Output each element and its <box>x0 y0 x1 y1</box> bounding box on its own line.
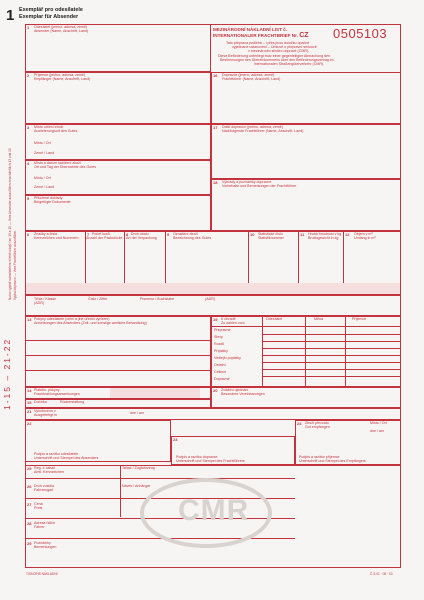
charges-row-line <box>262 348 401 349</box>
header-note-3: v mezinárodní silniční dopravě (CMR). <box>248 49 310 53</box>
field-25-number: 25 <box>27 466 32 471</box>
field-28-number: 28 <box>27 521 32 526</box>
charges-row-label: Příplatky <box>214 349 228 353</box>
field-4-city-label: Místo / Ort <box>34 176 51 180</box>
field-4-label-de: Ort und Tag der Übernahme des Gutes <box>34 165 97 169</box>
field-2-number: 2 <box>27 73 30 78</box>
field-24-place-label: Místo / Ort <box>370 421 387 425</box>
field-23-number: 23 <box>173 437 178 442</box>
field-29-number: 29 <box>27 541 32 546</box>
charges-row-line <box>262 334 401 335</box>
goods-col-9-label-cz: Označení zboží <box>173 232 198 236</box>
adr-class-label: Třída / Klasse <box>34 297 57 301</box>
field-13-sender-instructions[interactable] <box>25 316 211 387</box>
field-25-tractor-label: Tahač / Zugfahrzeug <box>122 466 155 470</box>
field-21-label-cz: Vyhotoveno v <box>34 409 56 413</box>
copy-label <box>19 7 83 20</box>
adr-letter-label: Písmeno / Buchstabe <box>140 297 175 301</box>
field-19-label-de: Zu zahlen vom <box>221 321 245 325</box>
charges-col-currency: Měna <box>314 317 323 321</box>
field-20-label-cz: Zvláštní ujednání <box>221 388 249 392</box>
charges-row-label: Rozdíl <box>214 342 225 346</box>
charges-row-label: Vedlejší poplatky <box>214 356 241 360</box>
field-19-label-cz: K úhradě <box>221 317 236 321</box>
field-18-number: 18 <box>213 180 218 185</box>
field-25-trailer-label: Návěs / Anhänger <box>122 484 151 488</box>
field-20-number: 20 <box>213 388 218 393</box>
adr-code: (ADR) <box>205 297 215 301</box>
side-code: 1-15 – 21-22 <box>2 337 12 410</box>
field-17-label-cz: Další dopravce (jméno, adresa, země) <box>222 125 283 129</box>
goods-col-10-label-de: Statistiknummer <box>258 236 284 240</box>
field-2-label-de: Empfänger (Name, Anschrift, Land) <box>34 77 91 81</box>
field-1-label-de: Absender (Name, Anschrift, Land) <box>34 29 89 33</box>
form-title <box>213 27 309 38</box>
charges-col-sender: Odesílatel <box>266 317 283 321</box>
field-22-label-de: Unterschrift und Stempel des Absenders <box>34 456 99 460</box>
field-17-number: 17 <box>213 125 218 130</box>
charges-row-label: Dopravné <box>214 377 230 381</box>
goods-col-6-label-de: Kennzeichen und Nummern <box>34 236 79 240</box>
goods-col-7-label-cz: Počet kusů <box>92 232 110 236</box>
field-27-number: 27 <box>27 502 32 507</box>
goods-col-10-label-cz: Statistické číslo <box>258 232 283 236</box>
header-note-6: internationalen Straßengüterverkehr (CMR). <box>254 62 325 66</box>
charges-row-line <box>262 341 401 342</box>
field-3-city-label: Místo / Ort <box>34 141 51 145</box>
goods-col-12-label-cz: Objem v m³ <box>354 232 373 236</box>
field-3-number: 3 <box>27 125 30 130</box>
field-16-label-cz: Dopravce (jméno, adresa, země) <box>222 73 275 77</box>
goods-col-8-label-cz: Druh obalu <box>131 232 149 236</box>
field-20-label-de: Besondere Vereinbarungen <box>221 392 265 396</box>
goods-col-7-label-de: Anzahl der Packstücke <box>86 236 123 240</box>
country-code: CZ <box>299 31 309 39</box>
field-13-line <box>25 340 211 341</box>
field-3-country-label: Země / Land <box>34 151 55 155</box>
field-27-label-cz: Cena <box>34 502 43 506</box>
field-25-label-cz: Reg. č. tahač <box>34 466 56 470</box>
goods-col-12-label-de: Umfang in m³ <box>354 236 376 240</box>
field-21-date-label: dne / am <box>130 411 144 415</box>
field-13-line <box>25 370 211 371</box>
field-24-label-de: Gut empfangen <box>305 425 330 429</box>
field-3-label-de: Auslieferungsort des Gutes <box>34 129 78 133</box>
field-14-label-de: Frachtzahlungsanweisungen <box>34 392 80 396</box>
field-26-number: 26 <box>27 484 32 489</box>
serial-number: 0505103 <box>333 26 388 41</box>
charges-col-consignee: Příjemce <box>352 317 367 321</box>
section-divider <box>25 465 401 466</box>
header-note-2: vyjednané ustanovení – Úmluvě o přepravní smlouvě <box>232 45 317 49</box>
header-note-4: Diese Beförderung unterliegt trotz einer gegenteiligen Abmachung den <box>218 54 331 58</box>
field-29-label-de: Bemerkungen <box>34 545 57 549</box>
field-19-number: 19 <box>213 317 218 322</box>
goods-col-11-label-de: Bruttogewicht in kg <box>308 236 339 240</box>
copy-number: 1 <box>6 7 15 24</box>
goods-col-11-number: 11 <box>300 232 305 237</box>
charges-row-label: Přepravné <box>214 328 231 332</box>
goods-col-11-label-cz: Hrubá hmotnost v kg <box>308 232 342 236</box>
lower-row-line <box>25 478 295 479</box>
field-24-sig-de: Unterschrift und Stempel des Empfängers <box>299 459 366 463</box>
goods-col-6-number: 6 <box>27 232 30 237</box>
field-13-label-de: Anweisungen des Absenders (Zoll- und sonstige amtliche Behandlung) <box>34 321 147 325</box>
field-5-label-de: Beigefügte Dokumente <box>34 200 71 204</box>
field-14-shaded <box>110 388 200 398</box>
field-21-established[interactable] <box>25 408 401 420</box>
charges-row-label: Celkem <box>214 370 227 374</box>
footer-right: Č.S.01 · 05 · 03 <box>370 572 393 576</box>
cmr-watermark-text: CMR <box>178 494 250 527</box>
field-13-number: 13 <box>27 317 32 322</box>
footer-left: TISKOPIS NÁKLADNÍ <box>26 572 58 576</box>
field-24-sig-cz: Podpis a razítko příjemce <box>299 455 340 459</box>
field-26-label-de: Fahrzeugart <box>34 488 54 492</box>
field-26-label-cz: Druh vozidla <box>34 484 54 488</box>
goods-col-10-number: 10 <box>250 232 255 237</box>
field-28-label-de: Fahrer <box>34 525 45 529</box>
field-15-number: 15 <box>27 400 32 405</box>
goods-col-12-number: 12 <box>345 232 350 237</box>
header-note-1: Tato přeprava podléhá – i přes jinou doložku opačné <box>226 41 310 45</box>
copy-label-cz: Exemplář pro odesílatele <box>19 7 83 13</box>
field-14-number: 14 <box>27 388 32 393</box>
field-17-label-de: Nachfolgende Frachtführer (Name, Anschrift, Land) <box>222 129 304 133</box>
adr-class-code: (ADR) <box>34 301 44 305</box>
goods-col-9-number: 9 <box>167 232 170 237</box>
charges-header-line <box>211 326 401 327</box>
field-21-label-de: Ausgefertigt in <box>34 413 57 417</box>
charges-row-line <box>262 355 401 356</box>
field-5-number: 5 <box>27 196 30 201</box>
field-4-country-label: Země / Land <box>34 185 55 189</box>
goods-shaded-row <box>26 283 400 294</box>
charges-row-line <box>262 376 401 377</box>
field-28-label-cz: Adresa řidiče <box>34 521 55 525</box>
side-note-sender: Nutno vyplnit odesílatelem včetně údajů čar. 13 a 15 — Vom Absender auszufüllen einschließlich 13 und 15 <box>8 148 12 300</box>
field-24-date-label: dne / am <box>370 429 384 433</box>
copy-label-de: Exemplar für Absender <box>19 13 79 20</box>
field-16-number: 16 <box>213 73 218 78</box>
goods-col-8-number: 8 <box>126 232 129 237</box>
field-24-number: 24 <box>297 421 302 426</box>
field-14-label-cz: Platebn. pokyny <box>34 388 60 392</box>
field-5-label-cz: Přiložené doklady <box>34 196 63 200</box>
field-21-number: 21 <box>27 409 32 414</box>
adr-number-label: Číslo / Ziffer <box>88 297 108 301</box>
field-1-number: 1 <box>27 25 30 30</box>
field-24-label-cz: Zboží převzato <box>305 421 329 425</box>
field-22-label-cz: Podpis a razítko odesílatele <box>34 452 79 456</box>
charges-row-line <box>262 369 401 370</box>
field-23-label-cz: Podpis a razítko dopravce <box>176 455 218 459</box>
field-1-label-cz: Odesílatel (jméno, adresa, země) <box>34 25 88 29</box>
field-16-label-de: Frachtführer (Name, Anschrift, Land) <box>222 77 281 81</box>
side-note-carrier: Vyplní dopravce — Vom Frachtführer auszufüllen <box>13 230 17 300</box>
field-18-label-cz: Výhrady a poznámky dopravce <box>222 180 272 184</box>
charges-row-label: Ostatní <box>214 363 226 367</box>
lower-col-divider <box>120 465 121 517</box>
field-4-number: 4 <box>27 161 30 166</box>
goods-col-6-label-cz: Značky a čísla <box>34 232 57 236</box>
field-27-label-de: Preis <box>34 506 43 510</box>
field-23-label-de: Unterschrift und Stempel des Frachtführers <box>176 459 245 463</box>
charges-row-line <box>262 362 401 363</box>
field-15-cod[interactable] <box>25 399 211 408</box>
field-25-label-de: Amtl. Kennzeichen <box>34 470 64 474</box>
field-15-label-cz: Dobírka <box>34 400 47 404</box>
field-4-label-cz: Místo a datum naložení zboží <box>34 161 81 165</box>
title-cz: MEZINÁRODNÍ NÁKLADNÍ LIST č. <box>213 27 288 32</box>
goods-col-9-label-de: Bezeichnung des Gutes <box>173 236 212 240</box>
title-de: INTERNATIONALER FRACHTBRIEF Nr. <box>213 32 298 38</box>
header-note-5: Bestimmungen des Übereinkommens über den Beförderungsvertrag im <box>220 58 334 62</box>
field-29-label-cz: Poznámky <box>34 541 51 545</box>
charges-row-label: Slevy <box>214 335 223 339</box>
field-13-line <box>25 355 211 356</box>
field-15-label-de: Rückerstattung <box>60 400 85 404</box>
field-3-label-cz: Místo určení zboží <box>34 125 64 129</box>
goods-col-8-label-de: Art der Verpackung <box>126 236 157 240</box>
field-2-label-cz: Příjemce (jméno, adresa, země) <box>34 73 86 77</box>
field-13-label-cz: Pokyny odesílatele (celní a jiné úřední vyřízení) <box>34 317 110 321</box>
goods-col-7-number: 7 <box>87 232 90 237</box>
field-18-label-de: Vorbehalte und Bemerkungen der Frachtführer <box>222 184 297 188</box>
field-22-number: 22 <box>27 421 32 426</box>
